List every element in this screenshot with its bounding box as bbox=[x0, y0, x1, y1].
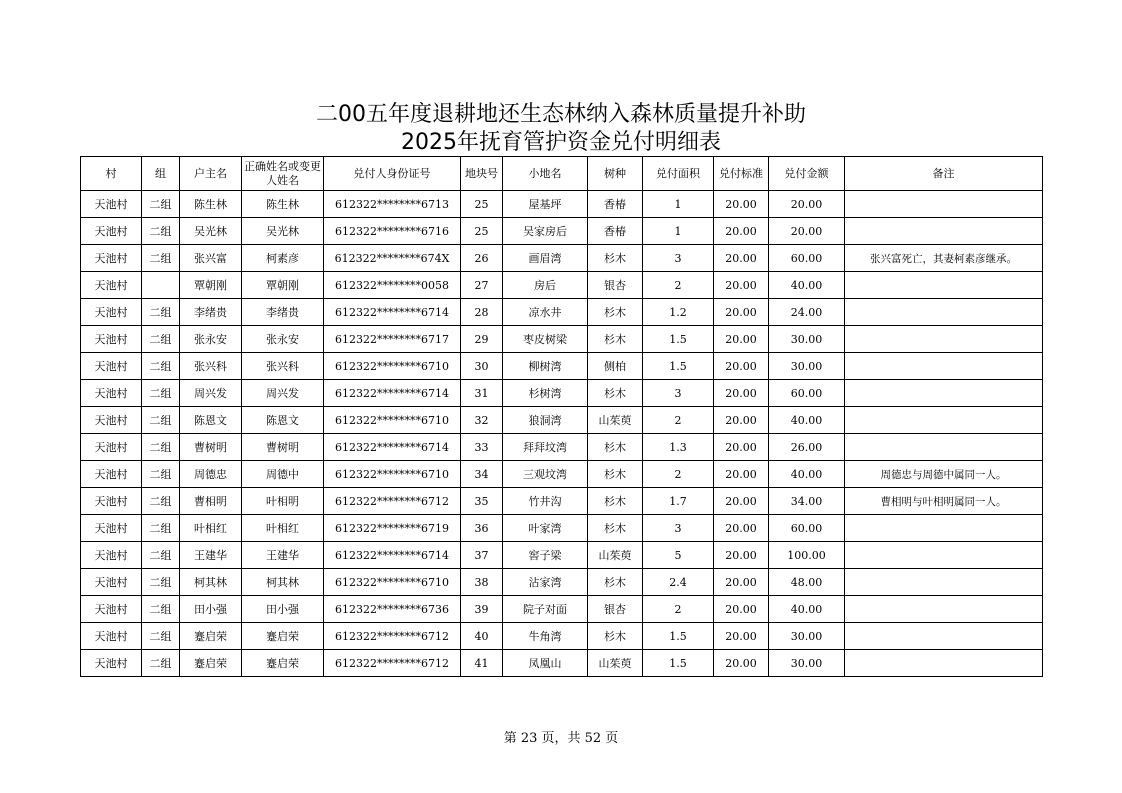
cell-id-number: 612322********6736 bbox=[324, 596, 461, 623]
cell-group: 二组 bbox=[142, 299, 180, 326]
cell-place-name: 拜拜坟湾 bbox=[503, 434, 588, 461]
cell-payment-standard: 20.00 bbox=[714, 380, 769, 407]
cell-plot-number: 38 bbox=[461, 569, 503, 596]
cell-remark bbox=[845, 326, 1043, 353]
cell-householder: 陈生林 bbox=[180, 191, 242, 218]
cell-householder: 陈恩文 bbox=[180, 407, 242, 434]
cell-place-name: 凉水井 bbox=[503, 299, 588, 326]
cell-tree-species: 山茱萸 bbox=[588, 650, 643, 677]
cell-householder: 周兴发 bbox=[180, 380, 242, 407]
cell-remark: 张兴富死亡，其妻柯素彦继承。 bbox=[845, 245, 1043, 272]
table-row bbox=[81, 245, 1043, 272]
cell-tree-species: 山茱萸 bbox=[588, 407, 643, 434]
cell-plot-number: 30 bbox=[461, 353, 503, 380]
cell-remark bbox=[845, 407, 1043, 434]
cell-payment-area: 2 bbox=[643, 407, 714, 434]
cell-group: 二组 bbox=[142, 623, 180, 650]
cell-corrected-name: 张兴科 bbox=[242, 353, 324, 380]
cell-plot-number: 32 bbox=[461, 407, 503, 434]
cell-corrected-name: 王建华 bbox=[242, 542, 324, 569]
cell-place-name: 狼洞湾 bbox=[503, 407, 588, 434]
table-header-row bbox=[81, 157, 1043, 191]
cell-village: 天池村 bbox=[81, 380, 142, 407]
cell-remark bbox=[845, 434, 1043, 461]
cell-payment-amount: 34.00 bbox=[769, 488, 845, 515]
cell-payment-amount: 26.00 bbox=[769, 434, 845, 461]
cell-householder: 李绪贵 bbox=[180, 299, 242, 326]
cell-plot-number: 28 bbox=[461, 299, 503, 326]
cell-corrected-name: 曹树明 bbox=[242, 434, 324, 461]
table-row bbox=[81, 434, 1043, 461]
table-row bbox=[81, 380, 1043, 407]
table-row bbox=[81, 596, 1043, 623]
cell-village: 天池村 bbox=[81, 461, 142, 488]
cell-payment-standard: 20.00 bbox=[714, 191, 769, 218]
cell-payment-amount: 30.00 bbox=[769, 650, 845, 677]
column-header-place-name: 小地名 bbox=[503, 157, 588, 191]
cell-payment-amount: 30.00 bbox=[769, 326, 845, 353]
cell-payment-area: 1 bbox=[643, 218, 714, 245]
cell-tree-species: 杉木 bbox=[588, 326, 643, 353]
cell-group bbox=[142, 272, 180, 299]
cell-payment-area: 1 bbox=[643, 191, 714, 218]
cell-householder: 蹇启荣 bbox=[180, 623, 242, 650]
cell-place-name: 窖子梁 bbox=[503, 542, 588, 569]
cell-payment-area: 2 bbox=[643, 596, 714, 623]
cell-id-number: 612322********6719 bbox=[324, 515, 461, 542]
cell-householder: 王建华 bbox=[180, 542, 242, 569]
cell-village: 天池村 bbox=[81, 326, 142, 353]
cell-payment-standard: 20.00 bbox=[714, 299, 769, 326]
cell-payment-standard: 20.00 bbox=[714, 407, 769, 434]
cell-place-name: 画眉湾 bbox=[503, 245, 588, 272]
column-header-payment-amount: 兑付金额 bbox=[769, 157, 845, 191]
cell-plot-number: 25 bbox=[461, 191, 503, 218]
cell-group: 二组 bbox=[142, 461, 180, 488]
cell-remark bbox=[845, 218, 1043, 245]
cell-corrected-name: 陈生林 bbox=[242, 191, 324, 218]
cell-payment-area: 1.5 bbox=[643, 353, 714, 380]
cell-householder: 叶相红 bbox=[180, 515, 242, 542]
cell-id-number: 612322********6710 bbox=[324, 569, 461, 596]
cell-tree-species: 杉木 bbox=[588, 461, 643, 488]
cell-householder: 柯其林 bbox=[180, 569, 242, 596]
cell-payment-standard: 20.00 bbox=[714, 434, 769, 461]
cell-id-number: 612322********6710 bbox=[324, 407, 461, 434]
cell-place-name: 房后 bbox=[503, 272, 588, 299]
cell-village: 天池村 bbox=[81, 218, 142, 245]
cell-corrected-name: 田小强 bbox=[242, 596, 324, 623]
cell-group: 二组 bbox=[142, 407, 180, 434]
column-header-payment-area: 兑付面积 bbox=[643, 157, 714, 191]
table-row bbox=[81, 569, 1043, 596]
cell-group: 二组 bbox=[142, 245, 180, 272]
cell-payment-standard: 20.00 bbox=[714, 245, 769, 272]
cell-remark bbox=[845, 596, 1043, 623]
document-title-line1: 二00五年度退耕地还生态林纳入森林质量提升补助 bbox=[316, 102, 806, 127]
cell-plot-number: 27 bbox=[461, 272, 503, 299]
cell-householder: 吴光林 bbox=[180, 218, 242, 245]
cell-plot-number: 31 bbox=[461, 380, 503, 407]
cell-tree-species: 杉木 bbox=[588, 488, 643, 515]
cell-place-name: 屋基坪 bbox=[503, 191, 588, 218]
cell-group: 二组 bbox=[142, 326, 180, 353]
table-row bbox=[81, 353, 1043, 380]
cell-tree-species: 杉木 bbox=[588, 569, 643, 596]
cell-householder: 曹树明 bbox=[180, 434, 242, 461]
page-number: 第 23 页，共 52 页 bbox=[503, 731, 619, 746]
payment-detail-table bbox=[80, 156, 1043, 677]
cell-payment-amount: 20.00 bbox=[769, 191, 845, 218]
cell-place-name: 柳树湾 bbox=[503, 353, 588, 380]
cell-village: 天池村 bbox=[81, 569, 142, 596]
cell-place-name: 沾家湾 bbox=[503, 569, 588, 596]
cell-payment-standard: 20.00 bbox=[714, 218, 769, 245]
document-title-line2: 2025年抚育管护资金兑付明细表 bbox=[401, 130, 721, 155]
cell-payment-amount: 60.00 bbox=[769, 380, 845, 407]
cell-tree-species: 香椿 bbox=[588, 191, 643, 218]
cell-remark bbox=[845, 569, 1043, 596]
cell-corrected-name: 叶相明 bbox=[242, 488, 324, 515]
cell-payment-standard: 20.00 bbox=[714, 569, 769, 596]
cell-tree-species: 香椿 bbox=[588, 218, 643, 245]
cell-householder: 张兴富 bbox=[180, 245, 242, 272]
cell-corrected-name: 周德中 bbox=[242, 461, 324, 488]
cell-tree-species: 杉木 bbox=[588, 515, 643, 542]
cell-payment-amount: 40.00 bbox=[769, 272, 845, 299]
cell-tree-species: 侧柏 bbox=[588, 353, 643, 380]
cell-corrected-name: 张永安 bbox=[242, 326, 324, 353]
cell-group: 二组 bbox=[142, 596, 180, 623]
cell-remark bbox=[845, 191, 1043, 218]
cell-village: 天池村 bbox=[81, 245, 142, 272]
cell-payment-standard: 20.00 bbox=[714, 353, 769, 380]
cell-plot-number: 39 bbox=[461, 596, 503, 623]
cell-payment-amount: 100.00 bbox=[769, 542, 845, 569]
cell-id-number: 612322********6717 bbox=[324, 326, 461, 353]
cell-tree-species: 杉木 bbox=[588, 623, 643, 650]
column-header-village: 村 bbox=[81, 157, 142, 191]
cell-group: 二组 bbox=[142, 434, 180, 461]
cell-payment-amount: 40.00 bbox=[769, 596, 845, 623]
cell-plot-number: 26 bbox=[461, 245, 503, 272]
cell-village: 天池村 bbox=[81, 650, 142, 677]
cell-tree-species: 银杏 bbox=[588, 596, 643, 623]
cell-corrected-name: 覃朝刚 bbox=[242, 272, 324, 299]
cell-group: 二组 bbox=[142, 218, 180, 245]
cell-village: 天池村 bbox=[81, 623, 142, 650]
cell-id-number: 612322********6710 bbox=[324, 461, 461, 488]
cell-householder: 田小强 bbox=[180, 596, 242, 623]
cell-village: 天池村 bbox=[81, 515, 142, 542]
column-header-householder: 户主名 bbox=[180, 157, 242, 191]
cell-village: 天池村 bbox=[81, 272, 142, 299]
cell-place-name: 吴家房后 bbox=[503, 218, 588, 245]
cell-id-number: 612322********6714 bbox=[324, 380, 461, 407]
cell-plot-number: 37 bbox=[461, 542, 503, 569]
cell-payment-area: 1.3 bbox=[643, 434, 714, 461]
cell-payment-area: 1.2 bbox=[643, 299, 714, 326]
cell-payment-amount: 60.00 bbox=[769, 245, 845, 272]
table-row bbox=[81, 542, 1043, 569]
cell-payment-area: 1.5 bbox=[643, 650, 714, 677]
cell-corrected-name: 周兴发 bbox=[242, 380, 324, 407]
cell-payment-standard: 20.00 bbox=[714, 596, 769, 623]
cell-plot-number: 33 bbox=[461, 434, 503, 461]
cell-payment-standard: 20.00 bbox=[714, 461, 769, 488]
cell-group: 二组 bbox=[142, 488, 180, 515]
cell-village: 天池村 bbox=[81, 596, 142, 623]
cell-householder: 蹇启荣 bbox=[180, 650, 242, 677]
cell-village: 天池村 bbox=[81, 353, 142, 380]
cell-corrected-name: 蹇启荣 bbox=[242, 623, 324, 650]
cell-plot-number: 29 bbox=[461, 326, 503, 353]
cell-payment-area: 2.4 bbox=[643, 569, 714, 596]
cell-householder: 周德忠 bbox=[180, 461, 242, 488]
cell-plot-number: 40 bbox=[461, 623, 503, 650]
cell-tree-species: 杉木 bbox=[588, 434, 643, 461]
cell-id-number: 612322********6714 bbox=[324, 434, 461, 461]
cell-tree-species: 杉木 bbox=[588, 299, 643, 326]
table-row bbox=[81, 650, 1043, 677]
cell-payment-amount: 40.00 bbox=[769, 461, 845, 488]
cell-remark bbox=[845, 272, 1043, 299]
cell-village: 天池村 bbox=[81, 299, 142, 326]
cell-tree-species: 杉木 bbox=[588, 380, 643, 407]
cell-remark: 曹相明与叶相明属同一人。 bbox=[845, 488, 1043, 515]
column-header-group: 组 bbox=[142, 157, 180, 191]
cell-payment-standard: 20.00 bbox=[714, 272, 769, 299]
cell-payment-area: 3 bbox=[643, 380, 714, 407]
cell-remark: 周德忠与周德中属同一人。 bbox=[845, 461, 1043, 488]
cell-id-number: 612322********6712 bbox=[324, 650, 461, 677]
cell-payment-standard: 20.00 bbox=[714, 326, 769, 353]
cell-householder: 张永安 bbox=[180, 326, 242, 353]
table-row bbox=[81, 461, 1043, 488]
table-row bbox=[81, 272, 1043, 299]
cell-payment-standard: 20.00 bbox=[714, 488, 769, 515]
column-header-plot-number: 地块号 bbox=[461, 157, 503, 191]
cell-id-number: 612322********6712 bbox=[324, 488, 461, 515]
column-header-corrected-name: 正确姓名或变更人姓名 bbox=[242, 157, 324, 191]
cell-village: 天池村 bbox=[81, 488, 142, 515]
cell-payment-amount: 48.00 bbox=[769, 569, 845, 596]
cell-payment-area: 5 bbox=[643, 542, 714, 569]
cell-id-number: 612322********674X bbox=[324, 245, 461, 272]
cell-corrected-name: 李绪贵 bbox=[242, 299, 324, 326]
cell-householder: 覃朝刚 bbox=[180, 272, 242, 299]
cell-place-name: 杉树湾 bbox=[503, 380, 588, 407]
cell-corrected-name: 柯素彦 bbox=[242, 245, 324, 272]
cell-plot-number: 36 bbox=[461, 515, 503, 542]
column-header-payment-standard: 兑付标准 bbox=[714, 157, 769, 191]
cell-corrected-name: 蹇启荣 bbox=[242, 650, 324, 677]
column-header-tree-species: 树种 bbox=[588, 157, 643, 191]
table-row bbox=[81, 515, 1043, 542]
cell-village: 天池村 bbox=[81, 542, 142, 569]
table-row bbox=[81, 191, 1043, 218]
cell-payment-amount: 30.00 bbox=[769, 623, 845, 650]
cell-id-number: 612322********6710 bbox=[324, 353, 461, 380]
cell-place-name: 牛角湾 bbox=[503, 623, 588, 650]
cell-group: 二组 bbox=[142, 515, 180, 542]
cell-payment-area: 3 bbox=[643, 245, 714, 272]
cell-tree-species: 山茱萸 bbox=[588, 542, 643, 569]
cell-payment-standard: 20.00 bbox=[714, 542, 769, 569]
cell-id-number: 612322********6712 bbox=[324, 623, 461, 650]
cell-remark bbox=[845, 650, 1043, 677]
cell-tree-species: 杉木 bbox=[588, 245, 643, 272]
cell-payment-area: 1.5 bbox=[643, 623, 714, 650]
cell-remark bbox=[845, 623, 1043, 650]
cell-village: 天池村 bbox=[81, 407, 142, 434]
cell-corrected-name: 柯其林 bbox=[242, 569, 324, 596]
cell-remark bbox=[845, 380, 1043, 407]
cell-payment-area: 1.5 bbox=[643, 326, 714, 353]
cell-plot-number: 25 bbox=[461, 218, 503, 245]
cell-payment-amount: 24.00 bbox=[769, 299, 845, 326]
cell-plot-number: 41 bbox=[461, 650, 503, 677]
cell-plot-number: 34 bbox=[461, 461, 503, 488]
table-row bbox=[81, 407, 1043, 434]
table-row bbox=[81, 488, 1043, 515]
cell-tree-species: 银杏 bbox=[588, 272, 643, 299]
table-row bbox=[81, 218, 1043, 245]
cell-payment-area: 2 bbox=[643, 272, 714, 299]
cell-payment-amount: 60.00 bbox=[769, 515, 845, 542]
cell-place-name: 叶家湾 bbox=[503, 515, 588, 542]
column-header-remark: 备注 bbox=[845, 157, 1043, 191]
cell-place-name: 院子对面 bbox=[503, 596, 588, 623]
cell-group: 二组 bbox=[142, 380, 180, 407]
cell-remark bbox=[845, 353, 1043, 380]
cell-householder: 曹相明 bbox=[180, 488, 242, 515]
cell-payment-area: 2 bbox=[643, 461, 714, 488]
cell-householder: 张兴科 bbox=[180, 353, 242, 380]
cell-group: 二组 bbox=[142, 353, 180, 380]
cell-group: 二组 bbox=[142, 650, 180, 677]
cell-place-name: 三观坟湾 bbox=[503, 461, 588, 488]
cell-place-name: 凤凰山 bbox=[503, 650, 588, 677]
table-row bbox=[81, 623, 1043, 650]
cell-corrected-name: 叶相红 bbox=[242, 515, 324, 542]
cell-payment-amount: 40.00 bbox=[769, 407, 845, 434]
column-header-id-number: 兑付人身份证号 bbox=[324, 157, 461, 191]
cell-payment-standard: 20.00 bbox=[714, 623, 769, 650]
table-row bbox=[81, 299, 1043, 326]
cell-payment-amount: 20.00 bbox=[769, 218, 845, 245]
cell-group: 二组 bbox=[142, 569, 180, 596]
table-body bbox=[81, 191, 1043, 677]
cell-plot-number: 35 bbox=[461, 488, 503, 515]
cell-place-name: 竹井沟 bbox=[503, 488, 588, 515]
cell-village: 天池村 bbox=[81, 434, 142, 461]
cell-payment-area: 1.7 bbox=[643, 488, 714, 515]
cell-corrected-name: 陈恩文 bbox=[242, 407, 324, 434]
table-row bbox=[81, 326, 1043, 353]
cell-payment-standard: 20.00 bbox=[714, 650, 769, 677]
cell-remark bbox=[845, 299, 1043, 326]
cell-id-number: 612322********0058 bbox=[324, 272, 461, 299]
cell-payment-amount: 30.00 bbox=[769, 353, 845, 380]
cell-id-number: 612322********6713 bbox=[324, 191, 461, 218]
cell-remark bbox=[845, 542, 1043, 569]
cell-group: 二组 bbox=[142, 542, 180, 569]
cell-payment-area: 3 bbox=[643, 515, 714, 542]
cell-village: 天池村 bbox=[81, 191, 142, 218]
cell-id-number: 612322********6714 bbox=[324, 299, 461, 326]
cell-remark bbox=[845, 515, 1043, 542]
cell-place-name: 枣皮树梁 bbox=[503, 326, 588, 353]
cell-id-number: 612322********6714 bbox=[324, 542, 461, 569]
cell-id-number: 612322********6716 bbox=[324, 218, 461, 245]
cell-corrected-name: 吴光林 bbox=[242, 218, 324, 245]
cell-payment-standard: 20.00 bbox=[714, 515, 769, 542]
cell-group: 二组 bbox=[142, 191, 180, 218]
